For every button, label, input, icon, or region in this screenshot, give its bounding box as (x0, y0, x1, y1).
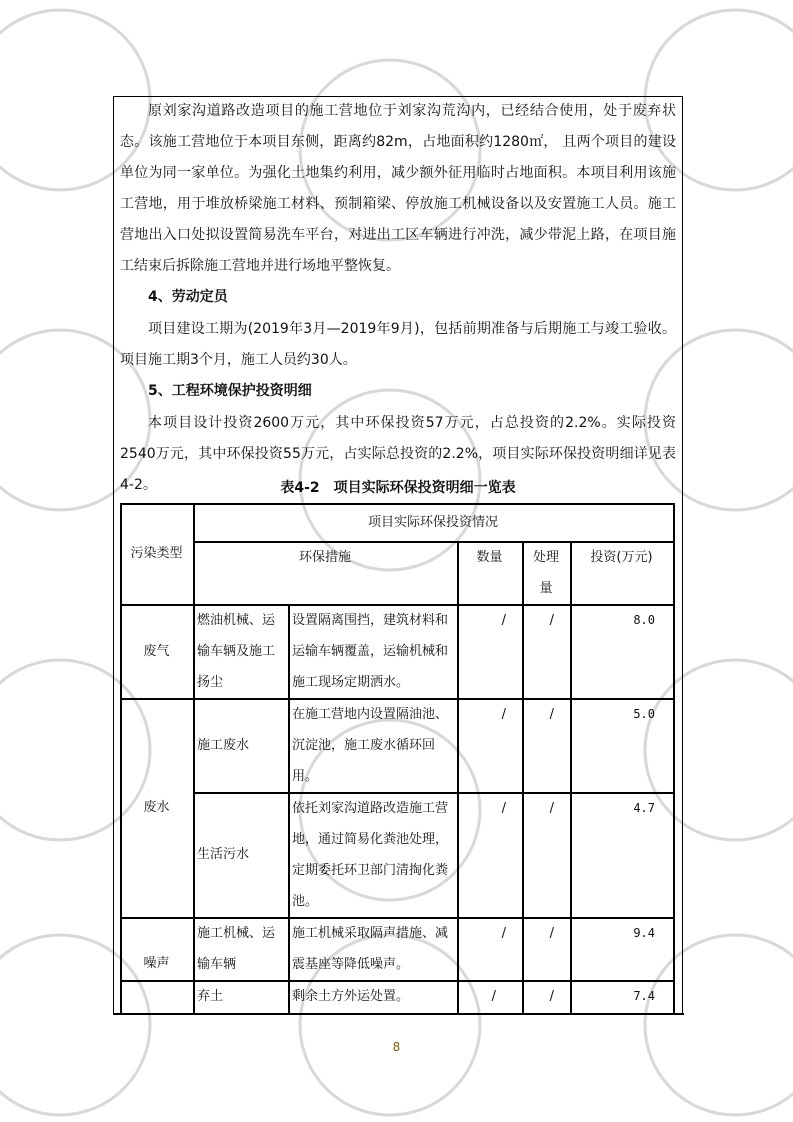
row-invest: 9.4 (633, 926, 655, 940)
row-qty: / (501, 613, 506, 628)
row-qty: / (501, 707, 506, 722)
row-measure: 在施工营地内设置隔油池、沉淀池，施工废水循环回用。 (292, 707, 449, 784)
paragraph-labor: 项目建设工期为(2019年3月—2019年9月)，包括前期准备与后期施工与竣工验收。项目施工期3个月，施工人员约30人。 (120, 321, 676, 368)
row-proc: / (549, 926, 554, 941)
page-number: 8 (392, 1040, 401, 1054)
row-source: 施工废水 (197, 737, 250, 753)
row-measure: 依托刘家沟道路改造施工营地，通过简易化粪池处理，定期委托环卫部门清掏化粪池。 (292, 801, 449, 909)
row-qty: / (491, 989, 496, 1004)
table-border (673, 503, 675, 1014)
paragraph-investment: 本项目设计投资2600万元，其中环保投资57万元，占总投资的2.2%。实际投资2540万元，其中环保投资55万元，占实际总投资的2.2%，项目实际环保投资明细详见表4-2。 (120, 415, 676, 493)
row-measure: 设置隔离围挡，建筑材料和运输车辆覆盖，运输机械和施工现场定期洒水。 (292, 613, 449, 690)
row-measure: 剩余土方外运处置。 (292, 989, 410, 1004)
row-source: 燃油机械、运输车辆及施工扬尘 (197, 613, 276, 690)
row-measure: 施工机械采取隔声措施、减震基座等降低噪声。 (292, 926, 449, 972)
table-border (113, 1013, 684, 1015)
row-source: 弃土 (197, 989, 224, 1004)
heading-investment: 5、工程环境保护投资明细 (148, 383, 312, 399)
row-type: 废水 (143, 800, 170, 815)
row-source: 施工机械、运输车辆 (197, 926, 276, 972)
heading-labor: 4、劳动定员 (148, 289, 228, 305)
row-type: 废气 (143, 643, 170, 659)
header-qty: 数量 (476, 550, 503, 565)
row-invest: 5.0 (633, 707, 655, 721)
row-invest: 7.4 (633, 989, 655, 1003)
header-type: 污染类型 (130, 546, 183, 561)
row-type: 噪声 (143, 956, 170, 971)
table-caption: 表4-2 项目实际环保投资明细一览表 (280, 480, 516, 496)
row-proc: / (549, 707, 554, 722)
row-qty: / (501, 801, 506, 816)
header-invest: 投资(万元) (590, 550, 653, 565)
paragraph-camp: 原刘家沟道路改造项目的施工营地位于刘家沟荒沟内，已经结合使用，处于废弃状态。该施工营地位于本项目东侧，距离约82m，占地面积约1280㎡， 且两个项目的建设单位为同一家单位。为强化土地集约利用，减少额外征用临时占地面积。本项目利用该施工营地，用于堆放桥梁施工材料、预制箱梁、停放施工机械设备以及安置施工人员。施工营地出入口处拟设置简易洗车平台，对进出工区车辆进行冲洗，减少带泥上路，在项目施工结束后拆除施工营地并进行场地平整恢复。 (120, 103, 676, 274)
row-proc: / (549, 989, 554, 1004)
row-proc: / (549, 613, 554, 628)
header-proc: 处理量 (532, 550, 559, 596)
row-source: 生活污水 (197, 847, 250, 862)
row-proc: / (549, 801, 554, 816)
row-qty: / (501, 926, 506, 941)
row-invest: 8.0 (633, 613, 655, 627)
row-invest: 4.7 (633, 801, 655, 815)
header-group: 项目实际环保投资情况 (367, 514, 498, 530)
header-measure: 环保措施 (298, 550, 351, 565)
